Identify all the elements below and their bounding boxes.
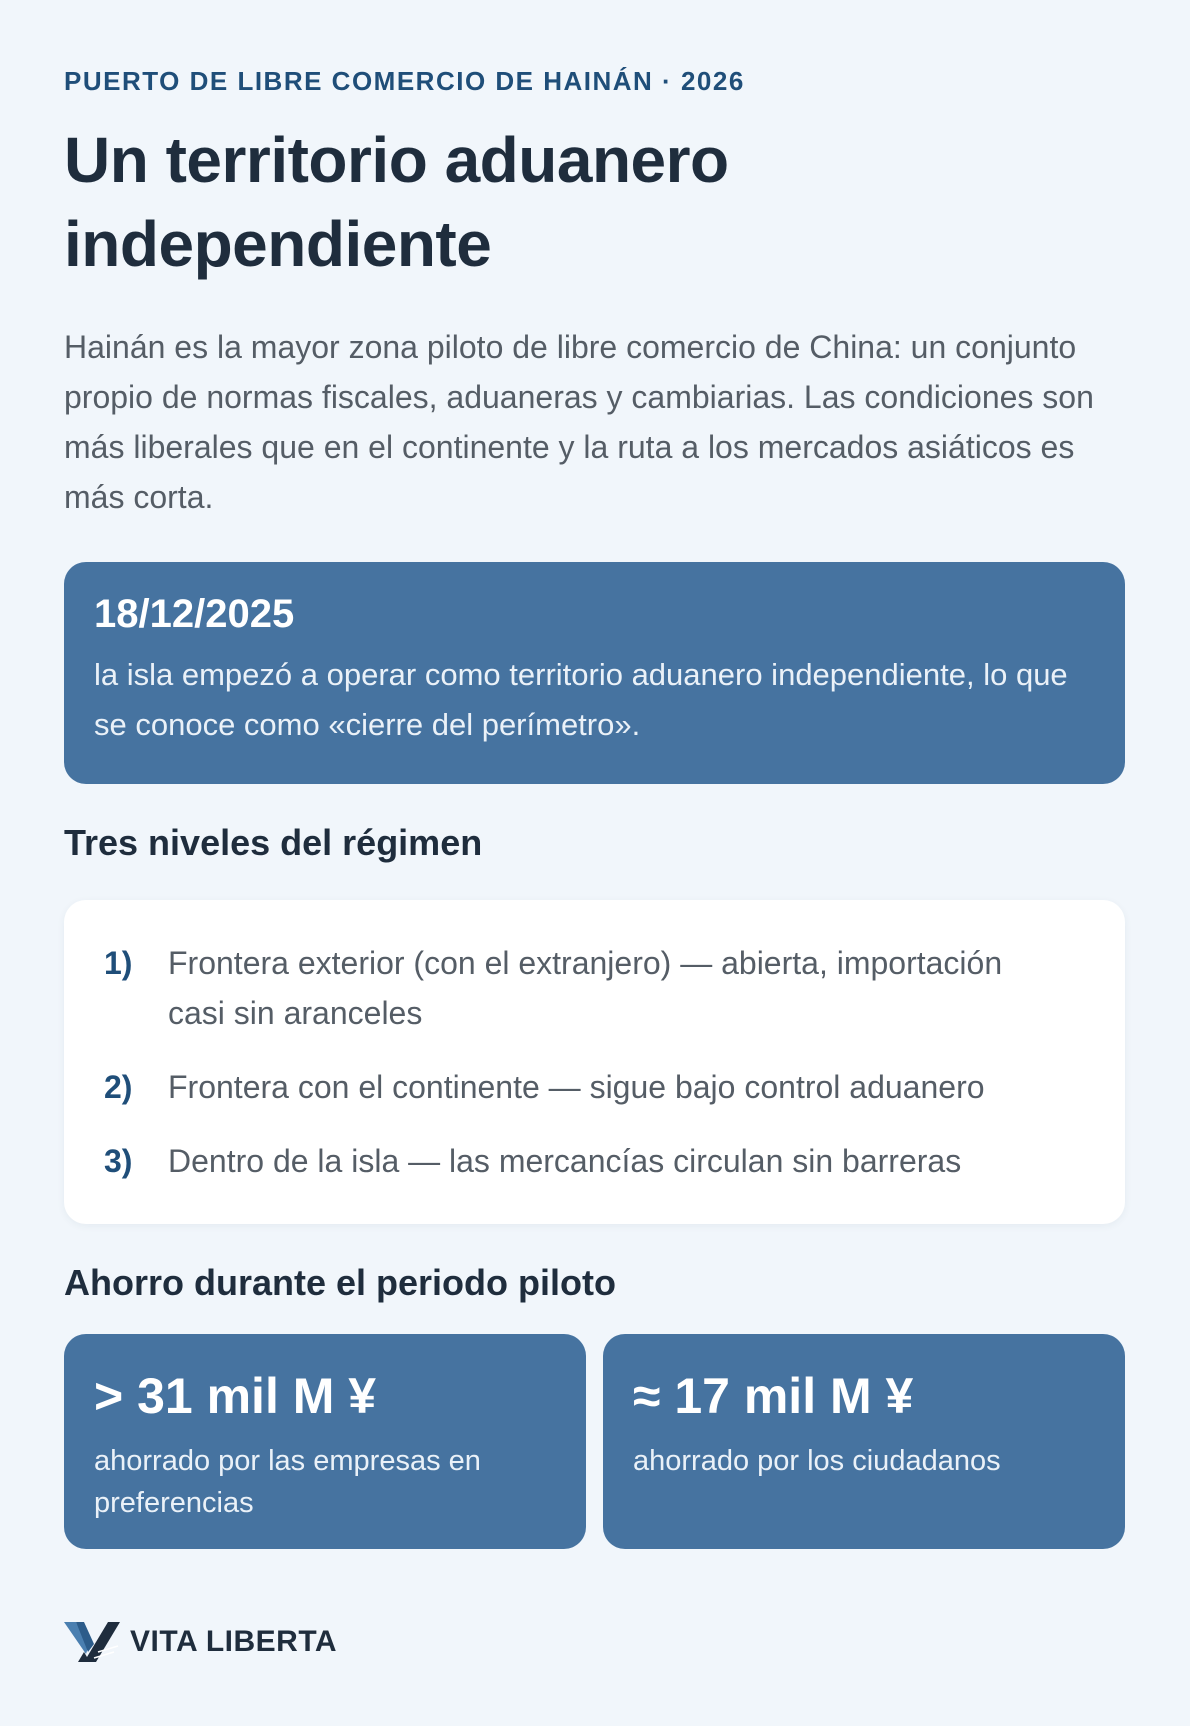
- list-item: [104, 938, 1095, 1038]
- saving-card-companies: [64, 1334, 586, 1549]
- saving-description: ahorrado por las empresas en preferencias: [94, 1445, 481, 1519]
- brand: [64, 1622, 337, 1662]
- savings-heading: Ahorro durante el periodo piloto: [64, 1262, 616, 1303]
- list-item: [104, 1136, 1095, 1186]
- intro-paragraph: Hainán es la mayor zona piloto de libre comercio de China: un conjunto propio de normas fiscales, aduaneras y cambiarias. Las condiciones son más liberales que en el continente y la ruta a los mercados asiáticos es más corta.: [64, 329, 1094, 515]
- levels-card: [64, 900, 1125, 1224]
- level-number: 2): [104, 1069, 133, 1105]
- page-title: Un territorio aduanero independiente: [64, 124, 729, 280]
- highlight-text: la isla empezó a operar como territorio aduanero independiente, lo que se conoce como «cierre del perímetro».: [94, 657, 1068, 742]
- saving-amount: ≈ 17 mil M ¥: [633, 1368, 914, 1424]
- level-number: 1): [104, 945, 133, 981]
- saving-amount: > 31 mil M ¥: [94, 1368, 377, 1424]
- level-text: Frontera exterior (con el extranjero) — abierta, importación casi sin aranceles: [168, 945, 1003, 1031]
- highlight-card: [64, 562, 1125, 784]
- savings-row: [64, 1334, 1125, 1549]
- saving-description: ahorrado por los ciudadanos: [633, 1445, 1001, 1477]
- highlight-date: 18/12/2025: [94, 592, 295, 636]
- level-text: Frontera con el continente — sigue bajo control aduanero: [168, 1069, 985, 1105]
- level-text: Dentro de la isla — las mercancías circulan sin barreras: [168, 1143, 962, 1179]
- brand-name: VITA LIBERTA: [130, 1625, 338, 1658]
- level-number: 3): [104, 1143, 133, 1179]
- levels-heading: Tres niveles del régimen: [64, 822, 483, 863]
- vita-liberta-logo-icon: [64, 1622, 120, 1662]
- saving-card-citizens: [603, 1334, 1125, 1549]
- eyebrow: PUERTO DE LIBRE COMERCIO DE HAINÁN · 2026: [64, 66, 745, 96]
- list-item: [104, 1062, 1095, 1112]
- page: [64, 64, 1125, 1549]
